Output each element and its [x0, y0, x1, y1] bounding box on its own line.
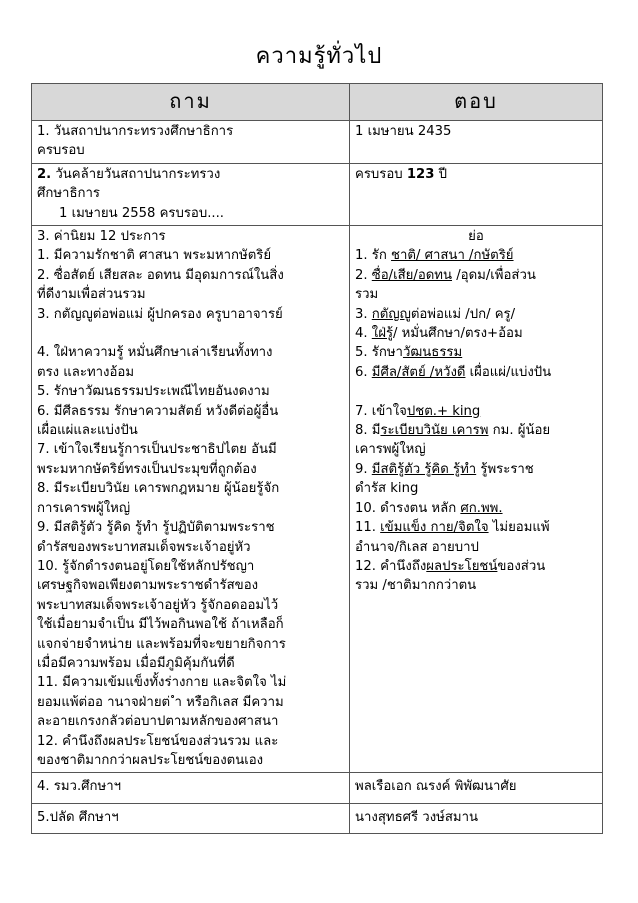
value-line: 3. กตัญญูต่อพ่อแม่ ผู้ปกครอง ครูบาอาจารย์	[37, 306, 283, 322]
summary-text: 4.	[355, 326, 372, 342]
answer-text: พลเรือเอก ณรงค์ พิพัฒนาศัย	[355, 779, 517, 795]
summary-keyword: ซื่อ/เสีย/อดทน	[371, 267, 453, 283]
value-line: ตรง และทางอ้อม	[37, 364, 135, 380]
summary-keyword: เข้มแข็ง กาย/จิตใจ	[380, 520, 489, 536]
table-row	[32, 163, 603, 225]
value-line: 12. คำนึงถึงผลประโยชน์ของส่วนรวม และ	[37, 733, 279, 749]
answer-cell	[350, 226, 603, 773]
summary-text: / หมั่นศึกษา/ตรง+อ้อม	[393, 326, 523, 342]
value-line: 4. ใฝ่หาความรู้ หมั่นศึกษาเล่าเรียนทั้งทาง	[37, 345, 273, 361]
summary-item	[355, 246, 597, 265]
summary-heading: ย่อ	[468, 229, 484, 245]
question-text: 1 เมษายน 2558 ครบรอบ....	[59, 205, 224, 221]
answer-cell	[350, 163, 603, 225]
question-cell	[32, 803, 350, 833]
question-text: 4. รมว.ศึกษาฯ	[37, 779, 122, 795]
summary-keyword: ปชต.+ king	[406, 403, 481, 419]
summary-keyword: มีศีล/สัตย์ /หวังดี	[371, 364, 466, 380]
table-row	[32, 121, 603, 164]
value-line: แจกจ่ายจำหน่าย และพร้อมที่จะขยายกิจการ	[37, 636, 286, 652]
value-line: ยอมแพ้ต่ออ านาจฝ่ายต่ ำ หรือกิเลส มีความ	[37, 694, 284, 710]
value-line: 2. ซื่อสัตย์ เสียสละ อดทน มีอุดมการณ์ในสิ่ง	[37, 267, 284, 283]
summary-text: ไม่ยอมแพ้	[488, 520, 550, 536]
summary-text: 6.	[355, 364, 372, 380]
answer-text: นางสุทธศรี วงษ์สมาน	[355, 809, 478, 825]
summary-text: ดำรัส king	[355, 481, 419, 497]
summary-item	[355, 499, 597, 518]
summary-text: 2.	[355, 267, 372, 283]
answer-header: ตอบ	[350, 84, 603, 121]
answer-text: ครบรอบ	[355, 166, 403, 182]
value-line: 11. มีความเข้มแข็งทั้งร่างกาย และจิตใจ ไม่	[37, 675, 287, 691]
qa-table	[31, 83, 603, 834]
value-line: ดำรัสของพระบาทสมเด็จพระเจ้าอยู่หัว	[37, 539, 251, 555]
question-text: ศึกษาธิการ	[37, 186, 100, 202]
summary-item	[355, 557, 597, 576]
summary-item	[355, 460, 597, 479]
question-cell	[32, 121, 350, 164]
summary-text: 8. มี	[355, 423, 381, 439]
answer-cell	[350, 121, 603, 164]
value-line: ละอายเกรงกลัวต่อบาปตามหลักของศาสนา	[37, 714, 279, 730]
value-line: ใช้เมื่อยามจำเป็น มีไว้พอกินพอใช้ ถ้าเหลือก็	[37, 617, 284, 633]
value-line: พระมหากษัตริย์ทรงเป็นประมุขที่ถูกต้อง	[37, 461, 257, 477]
summary-text: อำนาจ/กิเลส อายบาป	[355, 539, 479, 555]
summary-text: ต่อพ่อแม่ /ปก/ ครู/	[410, 306, 516, 322]
summary-keyword: วัฒนธรรม	[402, 345, 463, 361]
answer-text: 1 เมษายน 2435	[355, 124, 452, 139]
question-text: 1. วันสถาปนากระทรวงศึกษาธิการ	[37, 124, 234, 139]
answer-number: 123	[406, 166, 435, 182]
value-line: เผื่อแผ่และแบ่งปัน	[37, 423, 138, 439]
summary-text: 5. รักษา	[355, 345, 403, 361]
summary-text: 10. ดำรงตน หลัก	[355, 500, 461, 516]
summary-item	[355, 324, 597, 343]
value-line: เมื่อมีความพร้อม เมื่อมีภูมิคุ้มกันที่ดี	[37, 655, 235, 671]
summary-keyword: ศก.พพ.	[460, 500, 503, 516]
question-cell	[32, 226, 350, 773]
blank-line	[37, 324, 344, 343]
value-line: 7. เข้าใจเรียนรู้การเป็นประชาธิปไตย อันมี	[37, 442, 277, 458]
summary-text: 11.	[355, 520, 381, 536]
summary-keyword: ระเบียบวินัย เคารพ	[380, 423, 489, 439]
summary-text: 9.	[355, 461, 372, 477]
question-cell	[32, 773, 350, 803]
blank-line	[355, 382, 597, 401]
question-cell	[32, 163, 350, 225]
table-row	[32, 773, 603, 803]
value-line: 10. รู้จักดำรงตนอยู่โดยใช้หลักปรัชญา	[37, 558, 255, 574]
question-header: ถาม	[32, 84, 350, 121]
table-row	[32, 226, 603, 773]
question-text: ครบรอบ	[37, 143, 85, 159]
summary-text: รู้พระราช	[476, 461, 534, 477]
table-row	[32, 803, 603, 833]
summary-item	[355, 305, 597, 324]
summary-text: /อุดม/เพื่อส่วน	[452, 267, 536, 283]
summary-text: 7. เข้าใจ	[355, 403, 407, 419]
answer-cell	[350, 773, 603, 803]
summary-item	[355, 363, 597, 382]
value-line: 1. มีความรักชาติ ศาสนา พระมหากษัตริย์	[37, 248, 272, 264]
value-line: เศรษฐกิจพอเพียงตามพระราชดำรัสของ	[37, 578, 259, 594]
page-title: ความรู้ทั่วไป	[255, 44, 383, 69]
summary-keyword: ผลประโยชน์	[426, 558, 498, 574]
summary-text: กม. ผู้น้อย	[488, 423, 551, 439]
value-line: ของชาติมากกว่าผลประโยชน์ของตนเอง	[37, 752, 264, 768]
summary-text: 3.	[355, 306, 372, 322]
summary-keyword: กตัญญู	[371, 306, 411, 322]
table-header-row	[32, 84, 603, 121]
value-line: 5. รักษาวัฒนธรรมประเพณีไทยอันงดงาม	[37, 384, 270, 400]
value-line: 6. มีศีลธรรม รักษาความสัตย์ หวังดีต่อผู้อื่น	[37, 403, 279, 419]
summary-keyword: ใฝ่รู้	[371, 326, 394, 342]
value-line: 8. มีระเบียบวินัย เคารพกฎหมาย ผู้น้อยรู้จัก	[37, 481, 280, 497]
answer-cell	[350, 803, 603, 833]
value-line: การเคารพผู้ใหญ่	[37, 500, 131, 516]
answer-text: ปี	[438, 166, 447, 182]
summary-text: 1. รัก	[355, 248, 392, 264]
summary-text: ของส่วน	[497, 558, 546, 574]
summary-text: รวม	[355, 287, 379, 303]
summary-text: เผื่อแผ่/แบ่งปัน	[465, 364, 552, 380]
summary-text: 12. คำนึงถึง	[355, 558, 427, 574]
value-line: พระบาทสมเด็จพระเจ้าอยู่หัว รู้จักอดออมไว้	[37, 597, 279, 613]
summary-item	[355, 266, 597, 285]
value-line: 9. มีสติรู้ตัว รู้คิด รู้ทำ รู้ปฏิบัติตามพระราช	[37, 520, 275, 536]
question-text: วันคล้ายวันสถาปนากระทรวง	[55, 166, 221, 182]
question-number: 2.	[37, 166, 52, 182]
value-line: 3. ค่านิยม 12 ประการ	[37, 229, 166, 245]
summary-item	[355, 518, 597, 537]
question-text: 5.ปลัด ศึกษาฯ	[37, 809, 119, 825]
summary-text: รวม /ชาติมากกว่าตน	[355, 578, 477, 594]
summary-item	[355, 402, 597, 421]
summary-item	[355, 421, 597, 440]
summary-keyword: ชาติ/ ศาสนา /กษัตริย์	[391, 248, 514, 264]
summary-item	[355, 343, 597, 362]
summary-text: เคารพผู้ใหญ่	[355, 442, 426, 458]
value-line: ที่ดีงามเพื่อส่วนรวม	[37, 287, 146, 303]
summary-keyword: มีสติรู้ตัว รู้คิด รู้ทำ	[371, 461, 477, 477]
